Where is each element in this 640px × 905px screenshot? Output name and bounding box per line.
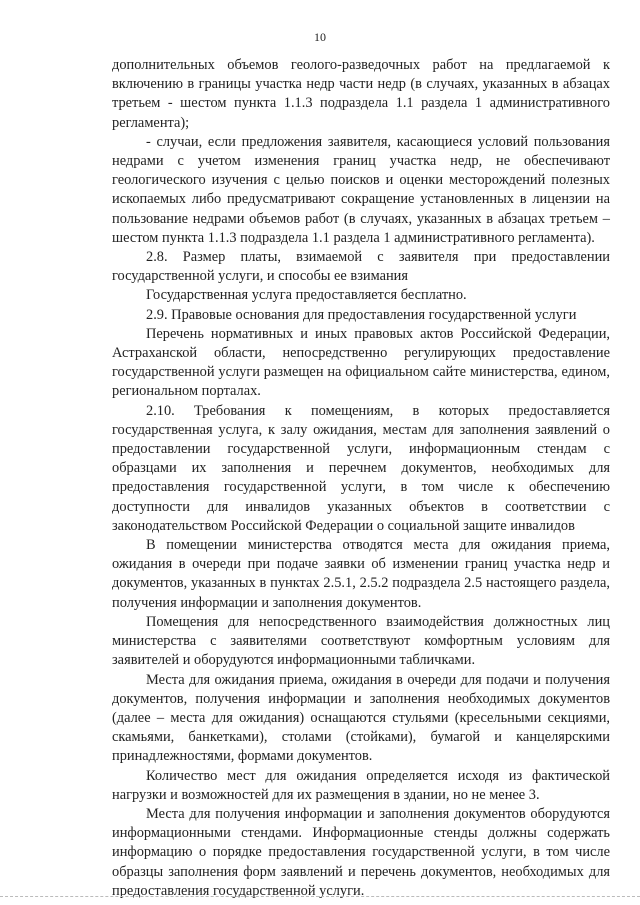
paragraph-11: Количество мест для ожидания определяется исходя из фактической нагрузки и возможностей для их размещения в здании, но не менее 3. (112, 767, 610, 803)
paragraph-4: Государственная услуга предоставляется бесплатно. (146, 287, 467, 304)
paragraph-10: Места для ожидания приема, ожидания в очереди для подачи и получения документов, получения информации и заполнения необходимых документов (далее – места для ожидания) оснащаются стульями (кресельными секциями, скамьями, банкетками), столами (стойками), бумагой и канцелярскими принадлежностями, формами документов. (112, 671, 610, 765)
section-heading-2-10: 2.10. Требования к помещениям, в которых предоставляется государственная услуга, к залу ожидания, местам для заполнения заявлений о предоставлении государственной услуги, информационным стендам с образцами их заполнения и перечнем документов, необходимых для предоставления государственной услуги, в том числе к обеспечению доступности для инвалидов указанных объектов в соответствии с законодательством Российской Федерации о социальной защите инвалидов (112, 402, 610, 534)
paragraph-2: - случаи, если предложения заявителя, касающиеся условий пользования недрами с учетом изменения границ участка недр, не обеспечивают геологического изучения с целью поисков и оценки месторождений полезных ископаемых либо предусматривают сокращение установленных в лицензии на пользование недрами объемов работ (в случаях, указанных в абзацах третьем – шестом пункта 1.1.3 подраздела 1.1 раздела 1 административного регламента). (112, 133, 610, 246)
paragraph-9: Помещения для непосредственного взаимодействия должностных лиц министерства с заявителями соответствуют комфортным условиям для заявителей и оборудуются информационными табличками. (112, 613, 610, 669)
section-heading-2-8: 2.8. Размер платы, взимаемой с заявителя при предоставлении государственной услуги, и способы ее взимания (112, 249, 610, 285)
paragraph-12: Места для получения информации и заполнения документов оборудуются информационными стендами. Информационные стенды должны содержать информацию о порядке предоставления государственной услуги, в том числе образцы заполнения форм заявлений и перечень документов, необходимых для предоставления государственной услуги. (112, 805, 610, 899)
section-heading-2-9: 2.9. Правовые основания для предоставления государственной услуги (146, 306, 577, 323)
paragraph-8: В помещении министерства отводятся места для ожидания приема, ожидания в очереди при подаче заявки об изменении границ участка недр и документов, указанных в пунктах 2.5.1, 2.5.2 подраздела 2.5 настоящего раздела, получения информации и заполнения документов. (112, 537, 610, 611)
page-number: 10 (314, 30, 326, 44)
page-bottom-divider (0, 896, 640, 897)
paragraph-1: дополнительных объемов геолого-разведочных работ на предлагаемой к включению в границы участка недр части недр (в случаях, указанных в абзацах третьем - шестом пункта 1.1.3 подраздела 1.1 раздела 1 административного регламента); (112, 57, 610, 131)
paragraph-6: Перечень нормативных и иных правовых актов Российской Федерации, Астраханской области, непосредственно регулирующих предоставление государственной услуги размещен на официальном сайте министерства, едином, региональном порталах. (112, 325, 610, 400)
document-body (112, 56, 610, 901)
